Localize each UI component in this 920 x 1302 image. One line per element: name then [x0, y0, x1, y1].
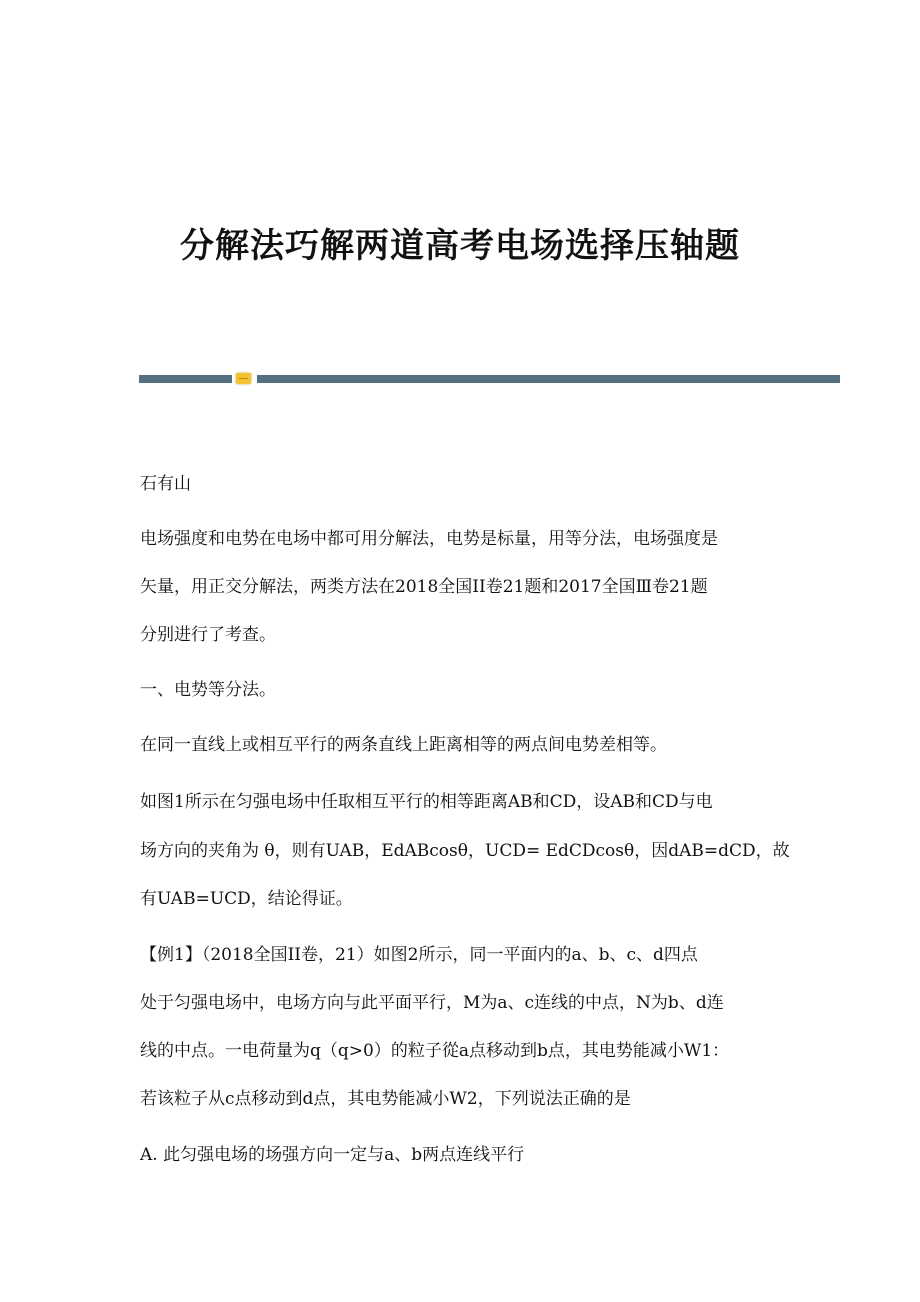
option-a: A. 此匀强电场的场强方向一定与a、b两点连线平行 — [140, 1145, 525, 1165]
author: 石有山 — [140, 474, 191, 494]
divider-emblem-icon — [236, 373, 251, 384]
text-line: 矢量，用正交分解法，两类方法在2018全国II卷21题和2017全国Ⅲ卷21题 — [140, 577, 708, 597]
text-line: 线的中点。一电荷量为q（q>0）的粒子從a点移动到b点，其电势能减小W1： — [140, 1041, 730, 1061]
text-line: 处于匀强电场中，电场方向与此平面平行，M为a、c连线的中点，N为b、d连 — [140, 993, 724, 1013]
text-line: 场方向的夹角为 θ，则有UAB，EdABcosθ，UCD= EdCDcosθ，因dAB=dCD，故 — [140, 841, 790, 861]
text-line: 有UAB=UCD，结论得证。 — [140, 889, 353, 909]
text-line: 电场强度和电势在电场中都可用分解法，电势是标量，用等分法，电场强度是 — [140, 529, 718, 549]
text-line: 分别进行了考查。 — [140, 625, 276, 645]
text-line: 如图1所示在匀强电场中任取相互平行的相等距离AB和CD，设AB和CD与电 — [140, 792, 713, 812]
text-line: 在同一直线上或相互平行的两条直线上距离相等的两点间电势差相等。 — [140, 735, 667, 755]
title-divider-right — [257, 375, 840, 383]
title-divider-left — [139, 375, 232, 383]
text-line: 若该粒子从c点移动到d点，其电势能减小W2，下列说法正确的是 — [140, 1089, 631, 1109]
section-heading: 一、电势等分法。 — [140, 680, 276, 700]
document-title: 分解法巧解两道高考电场选择压轴题 — [180, 226, 740, 266]
text-line: 【例1】（2018全国II卷，21）如图2所示，同一平面内的a、b、c、d四点 — [140, 945, 698, 965]
